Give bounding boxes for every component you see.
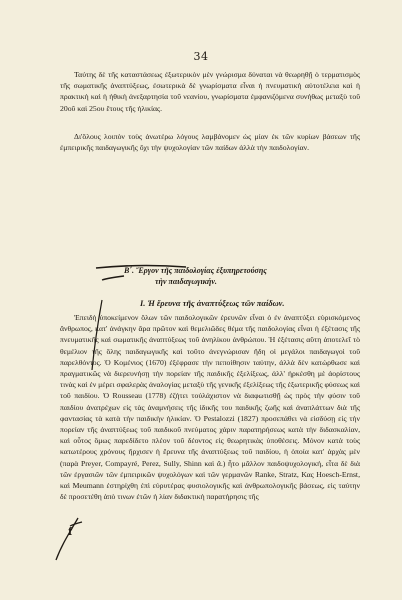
page-number: 34 (193, 50, 209, 63)
paragraph-1 (60, 69, 360, 114)
section-heading-continued: τὴν παιδαγωγικήν. (155, 277, 217, 286)
margin-symbol: f (68, 527, 73, 538)
handwritten-stroke-lower (52, 500, 132, 570)
paragraph-2 (60, 131, 360, 153)
section-heading: Β΄. Ἔργον τῆς παιδολογίας ἐξυπηρετούσης (124, 266, 267, 275)
handwritten-stroke (86, 230, 206, 380)
subheading: I. Ἡ ἔρευνα τῆς ἀναπτύξεως τῶν παίδων. (140, 299, 285, 308)
paragraph-text: Ταύτης δὲ τῆς καταστάσεως ἐξωτερικὸν μὲν γνώρισμα δύναται νὰ θεωρηθῇ ὁ τερματισμὸς τῆς σωματικῆς ἀναπτύξεως, ἐσωτερικὰ δὲ γνωρίσματα εἶναι ἡ πνευματικὴ αὐτοτέλεια καὶ ἡ πρακτικὴ καὶ ἡ ἠθικὴ ἀνεξαρτησία τοῦ νεανίου, γνωρίσματα ἐμφανιζόμενα συνήθως μεταξὺ τοῦ 20οῦ καὶ 25ου ἔτους τῆς ἡλικίας. (60, 70, 360, 113)
paragraph-text: Δι'ὅλους λοιπὸν τοὺς ἀνωτέρω λόγους λαμβάνομεν ὡς μίαν ἐκ τῶν κυρίων βάσεων τῆς ἐμπειρικῆς παιδαγωγικῆς ὄχι τὴν ψυχολογίαν τῶν παίδων ἀλλὰ τὴν παιδολογίαν. (60, 132, 360, 153)
paragraph-text: Ἐπειδὴ ὑποκείμενον ὅλων τῶν παιδολογικῶν ἐρευνῶν εἶναι ὁ ἐν ἀναπτύξει εὑρισκόμενος ἄνθρωπος, κατ' ἀνάγκην ἄρα πρῶτον καὶ θεμελιῶδες θέμα τῆς παιδολογίας εἶναι ἡ ἐξέτασις τῆς πνευματικῆς καὶ σωματικῆς ἀναπτύξεως τοῦ ἀνηλίκου ἀνθρώπου. Ἡ ἐξέτασις αὕτη ἀποτελεῖ τὸ θεμέλιον τῆς ὅλης παιδαγωγικῆς καὶ τοῦτο ἀνεγνώρισαν ἤδη οἱ μεγάλοι παιδαγωγοὶ τοῦ παρελθόντος. Ὁ Κομένιος (1670) ἐξέφρασε τὴν πεποίθησιν ταύτην, ἀλλὰ δὲν κατώρθωσε καὶ πραγματικῶς νὰ διερευνήσῃ τὴν πορείαν τῆς παιδικῆς ἐξελίξεως, ἀλλ' ἠρκέσθη μὲ ἀορίστους τινὰς καὶ ἐν μέρει σφαλερὰς ἀναλογίας μεταξὺ τῆς γενικῆς ἐξελίξεως τῆς ἐξωτερικῆς φύσεως καὶ τοῦ παιδίου. Ὁ Rousseau (1778) ἐζήτει τοὐλάχιστον νὰ διαφωτισθῇ ὡς πρὸς τὴν φύσιν τοῦ παιδίου ἀνατρέχων εἰς τὰς ἀναμνήσεις τῆς ἰδικῆς του παιδικῆς ζωῆς καὶ ἀναπλάττων διὰ τῆς φαντασίας τὰ κατὰ τὴν παιδικὴν ἡλικίαν. Ὁ Pestalozzi (1827) προσεπάθει νὰ εἰσδύσῃ εἰς τὴν πορείαν τῆς ἀναπτύξεως τοῦ παιδικοῦ πνεύματος χάριν παρατηρήσεως κατὰ τὴν διδασκαλίαν, καὶ οὗτος ὅμως παρεδίδετο πλέον τοῦ δέοντος εἰς θεωρητικὰς ὑποθέσεις. Μόνον κατὰ τοὺς κατωτέρους χρόνους ἤρχισεν ἡ ἔρευνα τῆς ἀναπτύξεως τοῦ παιδίου, ἡ ὁποία κατ' ἀρχὰς μὲν (παρὰ Preyer, Compayré, Perez, Sully, Shinn καὶ ἄ.) ἦτο μᾶλλον παιδοψυχολογική, εἶτα δὲ διὰ τῶν ἐργασιῶν τῶν ἐμπειρικῶν ψυχολόγων καὶ τῶν γερμανῶν Ranke, Stratz, Κας Hoesch-Ernst, καὶ Meumann ἐστηρίχθη ἐπὶ εὐρυτέρας φυσιολογικῆς καὶ ἀνθρωπολογικῆς βάσεως, εἰς ταύτην δὲ προσετέθη ἀπὸ τινων ἐτῶν ἡ λίαν διδακτικὴ παρατήρησις τῆς (60, 313, 360, 502)
